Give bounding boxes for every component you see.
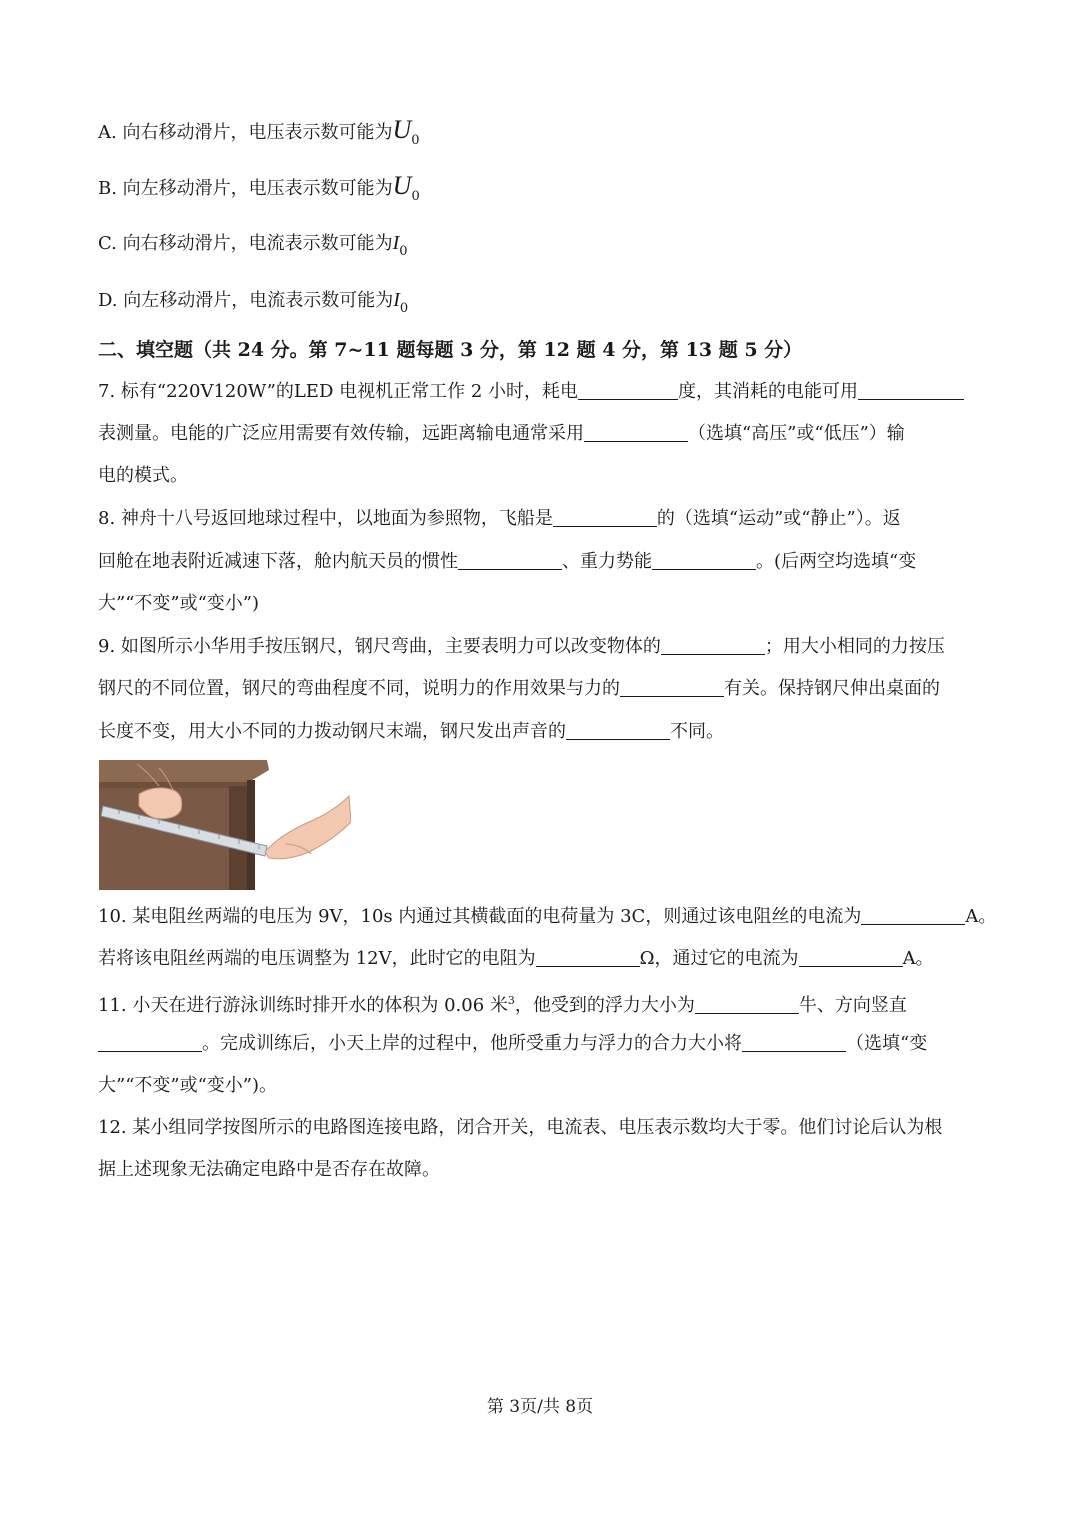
q12-line1: 12. 某小组同学按图所示的电路图连接电路，闭合开关，电流表、电压表示数均大于零。他们讨论后认为根 <box>98 1117 943 1138</box>
q10-line2: 若将该电阻丝两端的电压调整为 12V，此时它的电阻为 Ω，通过它的电流为 A。 <box>98 948 934 969</box>
q12-line2: 据上述现象无法确定电路中是否存在故障。 <box>98 1159 440 1180</box>
q9-line2: 钢尺的不同位置，钢尺的弯曲程度不同，说明力的作用效果与力的 有关。保持钢尺伸出桌面的 <box>98 678 940 699</box>
q11-line1: 11. 小天在进行游泳训练时排开水的体积为 0.06 米$^3$，他受到的浮力大小为 牛、方向竖直 <box>98 994 907 1016</box>
answer-blank[interactable] <box>536 947 640 967</box>
answer-blank[interactable] <box>553 507 657 527</box>
answer-blank[interactable] <box>661 635 765 655</box>
q8-line3: 大”“不变”或“变小”) <box>98 593 260 614</box>
answer-blank[interactable] <box>858 380 964 400</box>
table-top <box>99 760 269 782</box>
page-number: 第 3页/共 8页 <box>486 1397 594 1417</box>
voltage-symbol: U <box>392 115 412 144</box>
answer-blank[interactable] <box>799 947 903 967</box>
q8-line1: 8. 神舟十八号返回地球过程中，以地面为参照物，飞船是 的（选填“运动”或“静止”）。返 <box>98 508 901 529</box>
option-b: B. 向左移动滑片，电压表示数可能为$U_0$ <box>98 171 420 204</box>
section-title: 二、填空题（共 24 分。第 7~11 题每题 3 分，第 12 题 4 分，第 13 题 5 分） <box>98 339 803 361</box>
q8-line2: 回舱在地表附近减速下落，舱内航天员的惯性 、重力势能 。(后两空均选填“变 <box>98 551 917 572</box>
q7-line3: 电的模式。 <box>98 465 188 486</box>
current-symbol: I <box>393 289 400 311</box>
q11-line3: 大”“不变”或“变小”)。 <box>98 1075 278 1096</box>
answer-blank[interactable] <box>458 550 562 570</box>
answer-blank[interactable] <box>695 994 799 1014</box>
answer-blank[interactable] <box>98 1032 202 1052</box>
answer-blank[interactable] <box>861 905 965 925</box>
answer-blank[interactable] <box>566 720 670 740</box>
option-d: D. 向左移动滑片，电流表示数可能为$I_0$ <box>98 289 409 316</box>
answer-blank[interactable] <box>652 550 756 570</box>
q9-line3: 长度不变，用大小不同的力拨动钢尺末端，钢尺发出声音的 不同。 <box>98 721 724 742</box>
answer-blank[interactable] <box>578 380 678 400</box>
q10-line1: 10. 某电阻丝两端的电压为 9V，10s 内通过其横截面的电荷量为 3C，则通过该电阻丝的电流为 A。 <box>98 906 997 927</box>
option-a: A. 向右移动滑片，电压表示数可能为$U_0$ <box>98 115 420 148</box>
voltage-symbol: U <box>392 171 412 200</box>
q7-line1: 7. 标有“220V120W”的LED 电视机正常工作 2 小时，耗电 度，其消耗的电能可用 <box>98 380 964 404</box>
answer-blank[interactable] <box>620 677 724 697</box>
option-c: C. 向右移动滑片，电流表示数可能为$I_0$ <box>98 232 408 259</box>
current-symbol: I <box>392 232 400 254</box>
answer-blank[interactable] <box>742 1032 846 1052</box>
q7-line2: 表测量。电能的广泛应用需要有效传输，远距离输电通常采用 （选填“高压”或“低压”）输 <box>98 423 905 444</box>
answer-blank[interactable] <box>584 422 688 442</box>
q9-line1: 9. 如图所示小华用手按压钢尺，钢尺弯曲，主要表明力可以改变物体的 ；用大小相同的力按压 <box>98 636 945 657</box>
ruler-table-figure <box>99 760 351 890</box>
q11-line2: 。完成训练后，小天上岸的过程中，他所受重力与浮力的合力大小将 （选填“变 <box>98 1032 927 1056</box>
